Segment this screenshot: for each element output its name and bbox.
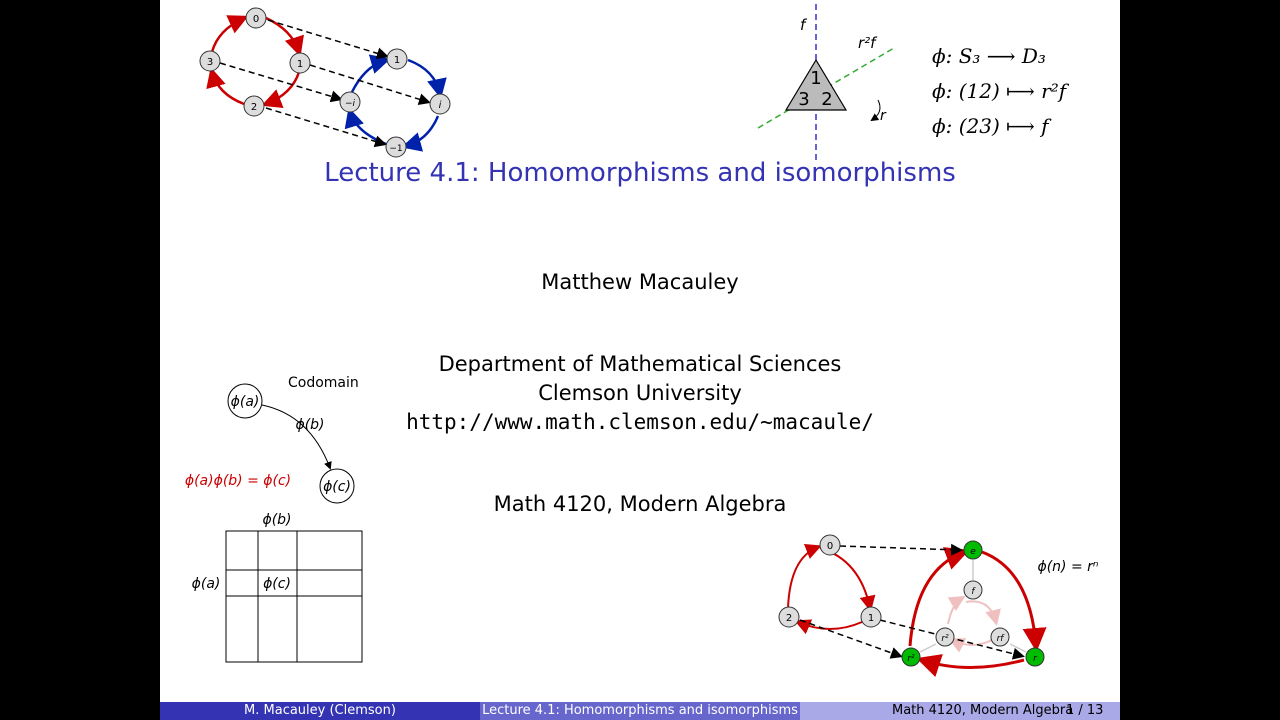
svg-text:i: i	[438, 100, 442, 111]
university: Clemson University	[538, 381, 742, 405]
svg-text:−i: −i	[344, 99, 356, 109]
label-r: r	[880, 108, 886, 124]
table-row-label: ϕ(a)	[191, 576, 221, 592]
label-f: f	[800, 16, 806, 34]
edge-phi-b: ϕ(b)	[295, 417, 325, 433]
svg-text:−1: −1	[389, 144, 403, 154]
footer-course: Math 4120, Modern Algebra	[892, 703, 1074, 718]
svg-text:3: 3	[206, 57, 214, 68]
footer-bar	[160, 702, 1120, 720]
svg-text:2: 2	[250, 102, 258, 113]
slide-title: Lecture 4.1: Homomorphisms and isomorphisms	[324, 158, 956, 188]
svg-text:f: f	[971, 587, 975, 597]
map-line-1: ϕ: S₃ ⟶ D₃	[932, 44, 1046, 68]
d3-node-r2f	[936, 628, 954, 646]
d3-node-e	[964, 541, 982, 559]
vertex-3: 3	[798, 89, 810, 110]
svg-text:e: e	[970, 547, 976, 557]
footer-author: M. Macauley (Clemson)	[160, 702, 480, 720]
vertex-2: 2	[821, 89, 833, 110]
svg-text:2: 2	[785, 613, 793, 624]
footer-right	[800, 702, 1120, 720]
footer-page-number: 1 / 13	[1066, 703, 1104, 718]
d3-node-f	[964, 581, 982, 599]
svg-text:r²: r²	[941, 634, 949, 644]
node-phi-c: ϕ(c)	[323, 479, 351, 495]
author-name: Matthew Macauley	[541, 270, 739, 294]
svg-text:1: 1	[867, 613, 875, 624]
label-r2f: r²f	[858, 34, 876, 52]
map-line-3: ϕ: (23) ⟼ f	[932, 114, 1049, 138]
svg-text:r²: r²	[907, 654, 915, 664]
svg-text:1: 1	[296, 59, 304, 70]
d3-node-r2	[902, 648, 920, 666]
z3-node-0	[820, 535, 840, 555]
z3-node-1	[861, 607, 881, 627]
slide	[160, 0, 1120, 720]
homepage-url[interactable]: http://www.math.clemson.edu/~macaule/	[406, 410, 874, 434]
table-cell-phi-c: ϕ(c)	[263, 576, 291, 592]
d3-node-r	[1026, 648, 1044, 666]
svg-text:rf: rf	[996, 634, 1004, 644]
formula-phi-n: ϕ(n) = rⁿ	[1037, 559, 1099, 575]
svg-text:1: 1	[393, 55, 401, 66]
svg-text:0: 0	[252, 14, 260, 25]
d3-node-rf	[991, 628, 1009, 646]
course-name: Math 4120, Modern Algebra	[493, 492, 787, 516]
map-line-2: ϕ: (12) ⟼ r²f	[932, 79, 1067, 103]
table-column-label: ϕ(b)	[262, 512, 292, 528]
vertex-1: 1	[810, 68, 822, 89]
cayley-z3-to-d3-diagram	[160, 0, 1120, 720]
z3-node-2	[779, 607, 799, 627]
homomorphism-equation: ϕ(a)ϕ(b) = ϕ(c)	[184, 473, 292, 489]
footer-title: Lecture 4.1: Homomorphisms and isomorphisms	[480, 702, 800, 720]
node-phi-a: ϕ(a)	[230, 394, 260, 410]
svg-text:0: 0	[826, 541, 834, 552]
department: Department of Mathematical Sciences	[438, 352, 842, 376]
svg-text:r: r	[1033, 654, 1037, 664]
codomain-heading: Codomain	[288, 375, 359, 391]
